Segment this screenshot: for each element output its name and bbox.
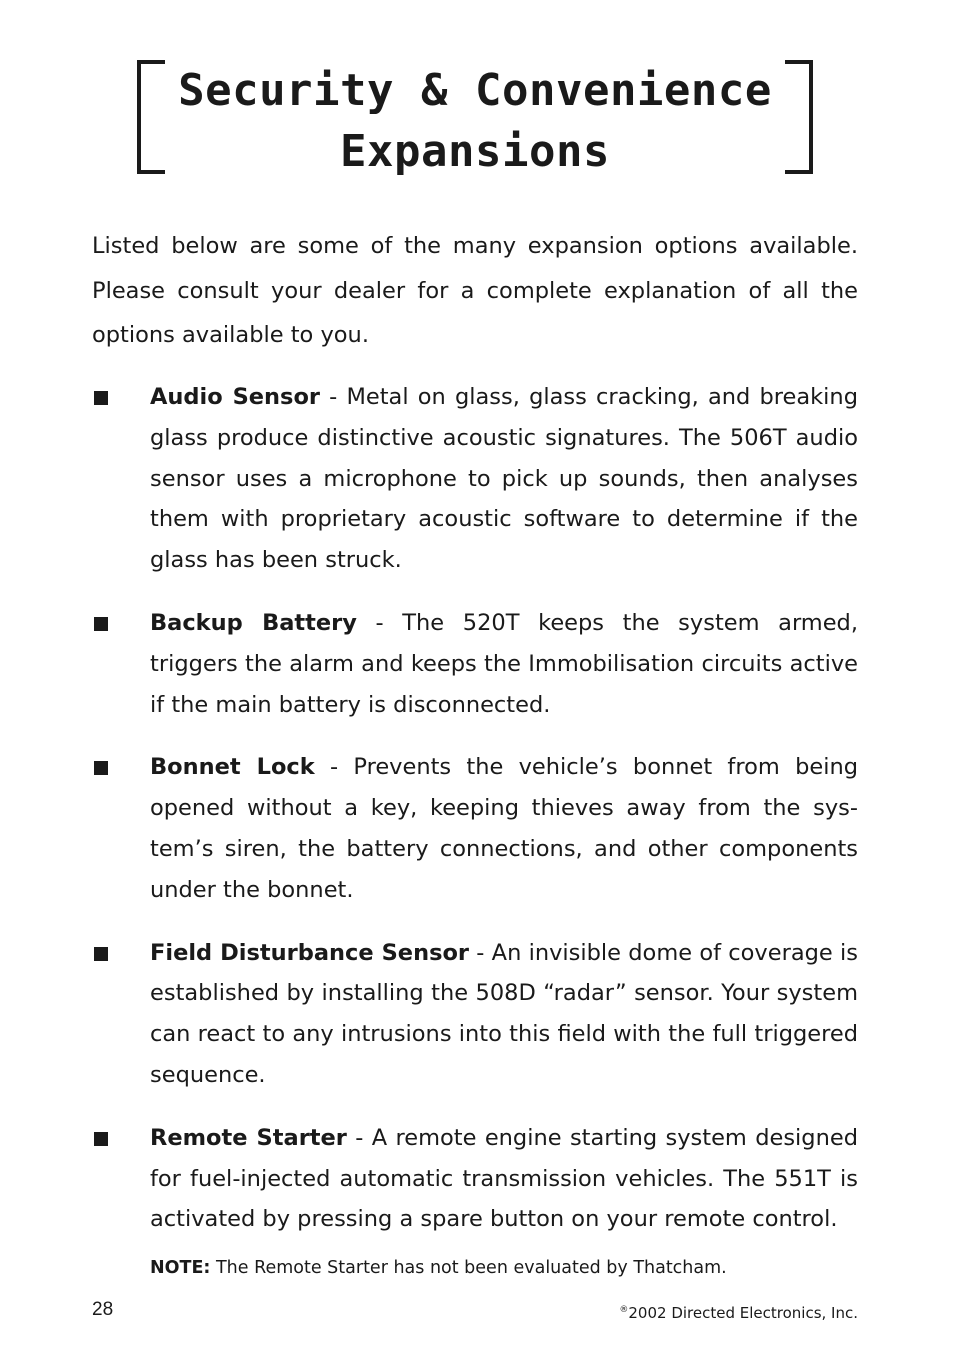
item-description: - Prevents the vehicle’s bonnet from being opened without a key, keeping thieves away from the system’s siren, the battery connections, and other components under the bonnet. <box>150 754 858 903</box>
square-bullet-icon <box>94 617 108 631</box>
left-bracket <box>137 60 165 174</box>
square-bullet-icon <box>94 391 108 405</box>
item-description: - The 520T keeps the system armed, triggers the alarm and keeps the Immobilisation circuits active if the main battery is disconnected. <box>150 609 858 718</box>
item-name: Audio Sensor <box>150 384 320 410</box>
item-description: - A remote engine starting system designed for fuel-injected automatic transmission vehicles. The 551T is activated by pressing a spare button on your remote control. <box>150 1124 858 1233</box>
page-title <box>165 60 785 182</box>
note <box>150 1254 858 1282</box>
item-description: - Metal on glass, glass cracking, and breaking glass produce distinctive acoustic signatures. The 506T audio sensor uses a microphone to pick up sounds, then analyses them with proprietary acoustic software to determine if the glass has been struck. <box>150 384 858 574</box>
page-title-line-2: Expansions <box>340 126 610 177</box>
square-bullet-icon <box>94 761 108 775</box>
list-item-bonnet-lock <box>92 747 858 910</box>
item-description: - An invisible dome of coverage is established by installing the 508D “radar” sensor. Your system can react to any intrusions into this field with the full triggered sequence. <box>150 939 858 1088</box>
copyright <box>619 1297 858 1326</box>
page-number: 28 <box>92 1299 114 1320</box>
item-name: Backup Battery <box>150 609 357 636</box>
item-name: Remote Starter <box>150 1124 347 1151</box>
item-name: Bonnet Lock <box>150 754 315 781</box>
note-label: NOTE: <box>150 1258 211 1278</box>
title-block <box>137 60 813 177</box>
intro-paragraph: Listed below are some of the many expansion options available. Please consult your dealer for a complete explanation of all the options available to you. <box>92 233 858 348</box>
expansion-list <box>92 377 858 1262</box>
list-item-audio-sensor <box>92 377 858 581</box>
square-bullet-icon <box>94 947 108 961</box>
note-text: The Remote Starter has not been evaluated by Thatcham. <box>210 1258 727 1278</box>
registered-symbol: ® <box>619 1305 629 1315</box>
page-title-line-1: Security & Convenience <box>178 65 772 116</box>
list-item-remote-starter <box>92 1118 858 1240</box>
square-bullet-icon <box>94 1132 108 1146</box>
list-item-backup-battery <box>92 603 858 725</box>
copyright-text: 2002 Directed Electronics, Inc. <box>628 1304 858 1322</box>
list-item-field-disturbance-sensor <box>92 933 858 1096</box>
right-bracket <box>785 60 813 174</box>
item-name: Field Disturbance Sensor <box>150 939 470 966</box>
